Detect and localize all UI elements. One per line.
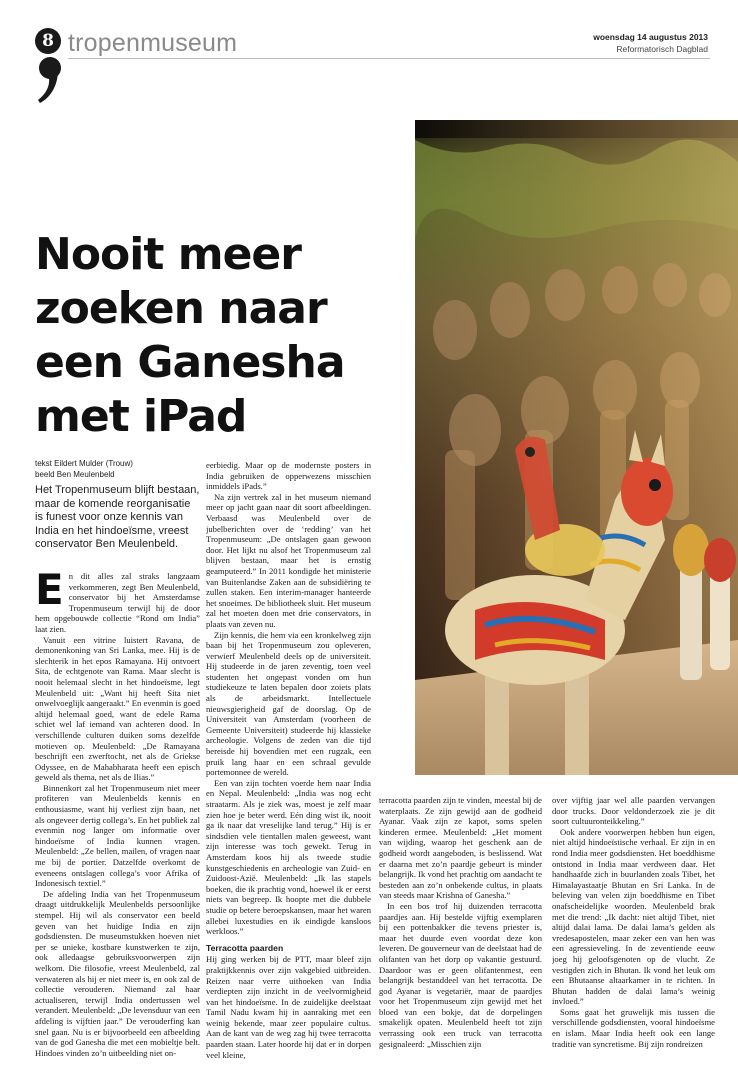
drop-cap: E bbox=[35, 571, 64, 614]
paragraph: over vijftig jaar wel alle paarden vervangen door trucks. Door veldonderzoek zie je dit soort cultuuronteikkeling.” bbox=[552, 795, 715, 827]
paragraph: Na zijn vertrek zal in het museum niemand meer op jacht gaan naar dit soort afbeeldingen. Verbaasd was Meulenbeld over de jubelberichten over de ‘redding’ van het Tropenmuseum: „De ontslagen gaan gewoon door. Het lijkt nu alsof het Tropenmuseum zal blijven bestaan, maar het is ernstig geamputeerd.” In 2011 kondigde het ministerie van Buitenlandse Zaken aan de subsidiëring te zullen staken. Een interim-manager hanteerde het snoeimes. De bibliotheek sluit. Het museum zal het moeten doen met drie conservators, in plaats van zeven nu. bbox=[206, 491, 371, 629]
newspaper-name: Reformatorisch Dagblad bbox=[616, 44, 708, 54]
page-number: 8 bbox=[35, 28, 61, 54]
paragraph: Een van zijn tochten voerde hem naar India en Nepal. Meulenbeld: „India was nog echt straatarm. Als je ziek was, moest je zelf maar zien hoe je beter werd. Eén ding wist ik, nooit ga ik naar dat vreselijke land terug.” Hij is er sindsdien vele tientallen malen geweest, want zijn interesse was toch gewekt. Terug in Amsterdam koos hij als tweede studie kunstgeschiedenis en archeologie van Zuid- en Zuidoost-Azië. Meulenbeld: „Ik las stapels boeken, die ik prachtig vond, hoewel ik er eerst niets van begreep. Ik hoopte met die dubbele studie op betere beroepskansen, maar het waren allebei luxestudies en ik eindigde kansloos werkloos.” bbox=[206, 777, 371, 937]
paragraph: De afdeling India van het Tropenmuseum draagt uitdrukkelijk Meulenbelds persoonlijke stempel. Hij wil als conservator een beeld geven van het huidige India en zijn godsdiensten. De museumstukken hoeven niet per se unieke, kostbare kunstwerken te zijn, ook alledaagse gebruiksvoorwerpen zijn welkom. Die filosofie, vreest Meulenbeld, zal verwateren als hij er niet meer is, en ook zal de collectie verouderen. Niemand zal haar actualiseren, terwijl India ondertussen wel verandert. Meulenbeld: „De levensduur van een afdeling is vijftien jaar.” De verouderfing kan snel gaan. Nu is er bijvoorbeeld een afbeelding van de god Ganesha die met een mobieltje belt. Hindoes vinden zo’n uitbeelding niet on- bbox=[35, 888, 200, 1058]
paragraph: Soms gaat het gruwelijk mis tussen die verschillende godsdiensten, vooral hindoeïsme en islam. Maar India heeft ook een lange traditie van syncretisme. Bij zijn rondreizen bbox=[552, 1006, 715, 1049]
paragraph: Hij ging werken bij de PTT, maar bleef zijn praktijkkennis over zijn vakgebied uitbreiden. Reizen naar verre uithoeken van India verdiepten zijn inzicht in de veelvormigheid van het hindoeïsme. In de zuidelijke deelstaat Tamil Nadu kwam hij in aanraking met een weinig bekende, maar zeer populaire cultus. Aan de kant van de weg zag hij twee terracotta paarden staan. Later hoorde hij dat er in dorpen veel kleine, bbox=[206, 954, 371, 1060]
article-column-4 bbox=[552, 795, 715, 1068]
terracotta-horses-photo bbox=[415, 120, 738, 775]
article-column-2 bbox=[206, 460, 371, 1068]
lead-paragraph: Het Tropenmuseum blijft bestaan, maar de komende reorganisatie is funest voor onze kennis van India en het hindoeïsme, vreest conservator Ben Meulenbeld. bbox=[35, 484, 200, 550]
paragraph: n dit alles zal straks langzaam verkommeren, zegt Ben Meulenbeld, conservator bij het Amsterdamse Tropenmuseum terwijl hij de door hem opgebouwde collectie “Rond om India” laat zien. bbox=[35, 571, 200, 634]
section-title: tropenmuseum bbox=[68, 29, 238, 57]
paragraph: Binnenkort zal het Tropenmuseum niet meer profiteren van Meulenbelds kennis en enthousiasme, want hij verliest zijn baan, net als ongeveer dertig collega’s. En het publiek zal evenmin nog langer om informatie over hindoeïsme of India kunnen vragen. Meulenbeld: „Ze bellen, mailen, of vragen naar me bij de portier. Datzelfde overkomt de eveneens ontslagen collega’s voor Afrika of Indonesisch textiel.” bbox=[35, 782, 200, 889]
paragraph: Ook andere voorwerpen hebben hun eigen, niet altijd hindoeïstische verhaal. Er zijn in en rond India meer godsdiensten. Het boeddhisme ontstond in India maar verdween daar. Het handhaafde zich in buurlanden zoals Tibet, het Himalayastaatje Bhutan en Sri Lanka. In de beleving van velen zijn boeddhisme en Tibet onafscheidelijke woorden. Meulenbeld brak met die trend: „Ik dacht: niet altijd Tibet, niet altijd dalai lama. De dalai lama’s gelden als vredesapostelen, maar zeker een van hen was een agressieveling. In de zeventiende eeuw joeg hij geloofsgenoten op de vlucht. Ze vestigden zich in Bhutan. Ik vond het leuk om een Bhutaanse altaarkamer in te richten. In Bhutan hadden de dalai lama’s weinig invloed.” bbox=[552, 826, 715, 1007]
article-column-1 bbox=[35, 571, 200, 1068]
paragraph: terracotta paarden zijn te vinden, meestal bij de waterplaats. Ze zijn gewijd aan de godheid Ayanar. Vaak zijn ze kapot, soms spelen kinderen ermee. Meulenbeld: „Het moment van wijding, waarop het geschenk aan de godheid wordt aangeboden, is beslissend. Wat er daarna met zo’n paardje gebeurt is minder belangrijk. Ik vond het prachtig om aandacht te besteden aan zo’n onbekende cultus, in plaats van steeds maar Krishna of Ganesha.” bbox=[379, 795, 542, 901]
article-column-3 bbox=[379, 795, 542, 1068]
paragraph: In een bos trof hij duizenden terracotta paardjes aan. Hij bestelde vijftig exemplaren bij een pottenbakker die tevens priester is, maar het duurde even voordat deze kon leveren. De gouverneur van de deelstaat had de olifanten van het dorp op vakantie gestuurd. Daardoor was er geen olifantenmest, een belangrijk bestanddeel van het terracotta. De god Ayanar is vegetariër, maar de paardjes voor het Tropenmuseum zijn gewijd met het bloed van een bokje, dat de dorpelingen smakelijk opaten. Meulenbeld heeft tot zijn verrassing ook een truck van terracotta gesignaleerd: „Misschien zijn bbox=[379, 900, 542, 1049]
byline-photo: beeld Ben Meulenbeld bbox=[35, 469, 115, 479]
comma-logo-icon bbox=[34, 56, 64, 104]
header-divider bbox=[68, 58, 710, 59]
paragraph: Vanuit een vitrine luistert Ravana, de demonenkoning van Sri Lanka, mee. Hij is de slechterik in het epos Ramayana. Hij ontvoert Sita, de echtgenote van Rama. Maar slecht is nooit helemaal slecht in het hindoeïsme, legt Meulenbeld uit: „Want hij heeft Sita niet onwelvoeglijk aangeraakt.” En evenmin is goed altijd helemaal goed, want de edele Rama schiet wel laf iemand van achteren dood. In verschillende culturen duiken soms dezelfde motieven op. Meulenbeld: „De Ramayana beschrijft een zwerftocht, net als de Griekse Odyssee, en de Mahabharata heeft een episch geweld als thema, net als de Ilias.” bbox=[35, 634, 200, 783]
publication-date: woensdag 14 augustus 2013 bbox=[593, 32, 708, 42]
subheading: Terracotta paarden bbox=[206, 942, 284, 953]
byline-text: tekst Eildert Mulder (Trouw) bbox=[35, 459, 133, 468]
paragraph: eerbiedig. Maar op de modernste posters in India gebruiken de opperwezens misschien inmiddels iPads.” bbox=[206, 460, 371, 492]
byline bbox=[35, 459, 200, 480]
headline: Nooit meer zoeken naar een Ganesha met iPad bbox=[35, 229, 345, 442]
paragraph: Zijn kennis, die hem via een kronkelweg zijn baan bij het Tropenmuseum zou opleveren, verwierf Meulenbeld deels op de universiteit. Hij studeerde in de jaren zeventig, toen veel studenten het ongepast vonden om hun studiekeuze te laten bepalen door zoiets plats als de arbeidsmarkt. Intellectuele nieuwsgierigheid gaf de doorslag. Op de Universiteit van Amsterdam (voorheen de Gemeente Universiteit) studeerde hij klassieke archeologie. Volgens de zeden van die tijd bereisde hij bovendien met een rugzak, een pruik lang haar en een schraal gevulde portemonnee de wereld. bbox=[206, 629, 371, 778]
